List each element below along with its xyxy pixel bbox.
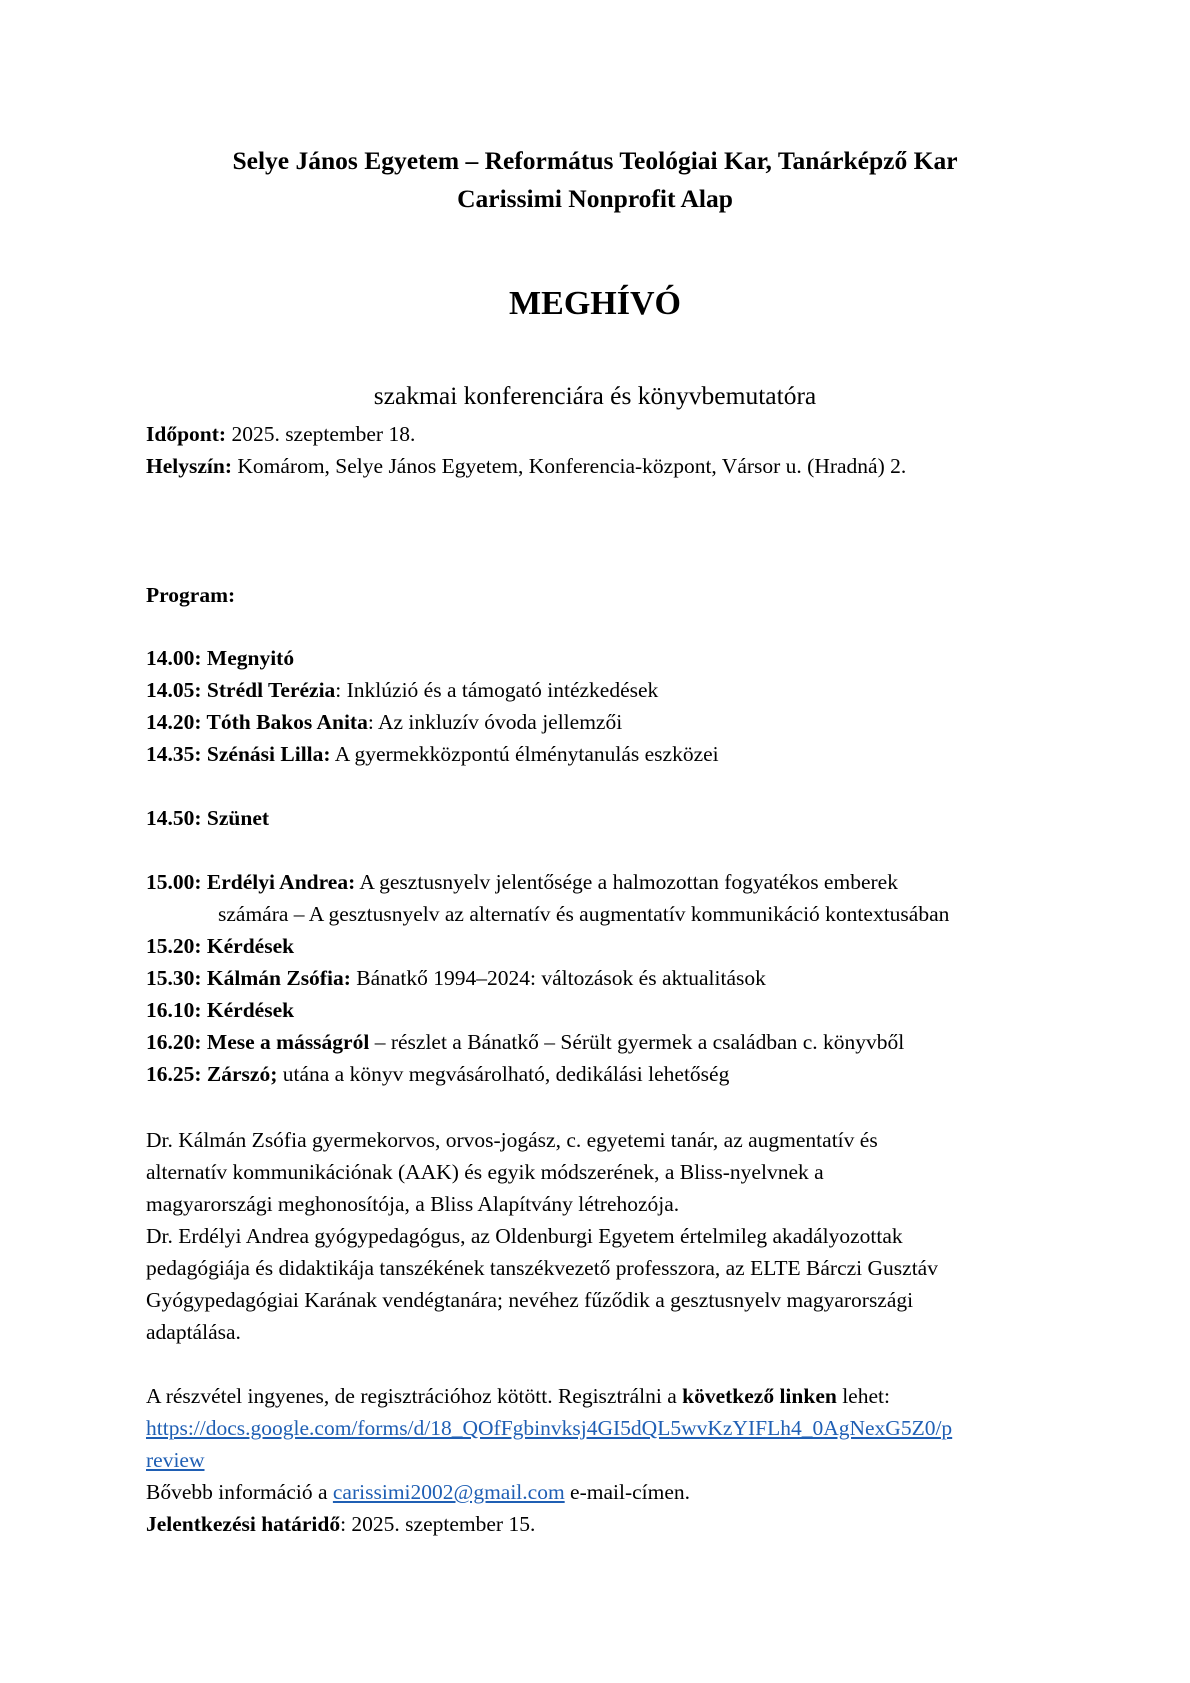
program-time: 14.00: Megnyitó bbox=[146, 646, 295, 670]
program-time: 16.25: Zárszó; bbox=[146, 1062, 278, 1086]
program-text: utána a könyv megvásárolható, dedikálási lehetőség bbox=[277, 1062, 730, 1086]
program-time: 14.20: Tóth Bakos Anita bbox=[146, 710, 368, 734]
organizer-header bbox=[0, 142, 1190, 218]
program-item bbox=[146, 994, 1066, 1026]
date-label: Időpont: bbox=[146, 422, 227, 446]
date-value: 2025. szeptember 18. bbox=[226, 422, 416, 446]
deadline-line bbox=[146, 1508, 1066, 1540]
program-item bbox=[146, 642, 1066, 674]
program-item bbox=[146, 962, 1066, 994]
program-item bbox=[146, 706, 1066, 738]
location-value: Komárom, Selye János Egyetem, Konferencia-központ, Vársor u. (Hradná) 2. bbox=[232, 454, 907, 478]
registration-intro-end: lehet: bbox=[836, 1384, 890, 1408]
program-time: 14.50: Szünet bbox=[146, 806, 270, 830]
program-item bbox=[146, 866, 1066, 898]
registration-link-continuation[interactable]: review bbox=[146, 1448, 205, 1472]
program-item bbox=[146, 1026, 1066, 1058]
event-info bbox=[146, 418, 1066, 482]
program-text: : Inklúzió és a támogató intézkedések bbox=[335, 678, 659, 702]
program-time: 16.20: Mese a másságról bbox=[146, 1030, 370, 1054]
program-item bbox=[146, 930, 1066, 962]
program-time: 14.05: Strédl Terézia bbox=[146, 678, 336, 702]
program-time: 14.35: Szénási Lilla: bbox=[146, 742, 331, 766]
registration-link-line bbox=[146, 1412, 1066, 1444]
bio-line: Dr. Kálmán Zsófia gyermekorvos, orvos-jogász, c. egyetemi tanár, az augmentatív és bbox=[146, 1128, 878, 1152]
document-subtitle: szakmai konferenciára és könyvbemutatóra bbox=[373, 381, 817, 410]
program-time: 15.30: Kálmán Zsófia: bbox=[146, 966, 351, 990]
email-link[interactable]: carissimi2002@gmail.com bbox=[332, 1480, 565, 1504]
contact-line bbox=[146, 1476, 1066, 1508]
registration-intro-bold: következő linken bbox=[682, 1384, 837, 1408]
contact-post: e-mail-címen. bbox=[564, 1480, 691, 1504]
program-list bbox=[146, 642, 1066, 1090]
bio-line: adaptálása. bbox=[146, 1320, 241, 1344]
program-text: – részlet a Bánatkő – Sérült gyermek a családban c. könyvből bbox=[369, 1030, 905, 1054]
program-text: Bánatkő 1994–2024: változások és aktualitások bbox=[350, 966, 766, 990]
registration-info bbox=[146, 1380, 1066, 1540]
deadline-label: Jelentkezési határidő bbox=[146, 1512, 341, 1536]
program-item bbox=[146, 738, 1066, 770]
speaker-bios bbox=[146, 1124, 1066, 1348]
registration-intro bbox=[146, 1380, 1066, 1412]
bio-line: pedagógiája és didaktikája tanszékének tanszékvezető professzora, az ELTE Bárczi Gusztáv bbox=[146, 1256, 938, 1280]
program-item bbox=[146, 1058, 1066, 1090]
registration-link-line bbox=[146, 1444, 1066, 1476]
program-heading bbox=[146, 579, 1066, 611]
program-heading-text: Program: bbox=[146, 583, 236, 607]
location-line bbox=[146, 450, 1066, 482]
program-text: A gyermekközpontú élménytanulás eszközei bbox=[330, 742, 719, 766]
document-title: MEGHÍVÓ bbox=[509, 285, 681, 322]
program-item bbox=[146, 674, 1066, 706]
program-text: A gesztusnyelv jelentősége a halmozottan fogyatékos emberek bbox=[355, 870, 898, 894]
bio-line: Dr. Erdélyi Andrea gyógypedagógus, az Oldenburgi Egyetem értelmileg akadályozottak bbox=[146, 1224, 903, 1248]
program-time: 16.10: Kérdések bbox=[146, 998, 295, 1022]
program-item bbox=[146, 802, 1066, 834]
deadline-value: : 2025. szeptember 15. bbox=[340, 1512, 536, 1536]
location-label: Helyszín: bbox=[146, 454, 232, 478]
registration-link[interactable]: https://docs.google.com/forms/d/18_QOfFgbinvksj4GI5dQL5wvKzYIFLh4_0AgNexG5Z0/p bbox=[146, 1416, 953, 1440]
organizer-line-2: Carissimi Nonprofit Alap bbox=[457, 184, 733, 213]
registration-intro-text: A részvétel ingyenes, de regisztrációhoz kötött. Regisztrálni a bbox=[146, 1384, 683, 1408]
date-line bbox=[146, 418, 1066, 450]
program-time: 15.20: Kérdések bbox=[146, 934, 295, 958]
bio-line: Gyógypedagógiai Karának vendégtanára; nevéhez fűződik a gesztusnyelv magyarországi bbox=[146, 1288, 914, 1312]
program-time: 15.00: Erdélyi Andrea: bbox=[146, 870, 356, 894]
bio-line: alternatív kommunikációnak (AAK) és egyik módszerének, a Bliss-nyelvnek a bbox=[146, 1160, 824, 1184]
bio-line: magyarországi meghonosítója, a Bliss Alapítvány létrehozója. bbox=[146, 1192, 680, 1216]
program-text: : Az inkluzív óvoda jellemzői bbox=[367, 710, 623, 734]
contact-pre: Bővebb információ a bbox=[146, 1480, 333, 1504]
program-item-continuation: számára – A gesztusnyelv az alternatív és augmentatív kommunikáció kontextusában bbox=[218, 902, 950, 926]
organizer-line-1: Selye János Egyetem – Református Teológiai Kar, Tanárképző Kar bbox=[232, 146, 958, 175]
